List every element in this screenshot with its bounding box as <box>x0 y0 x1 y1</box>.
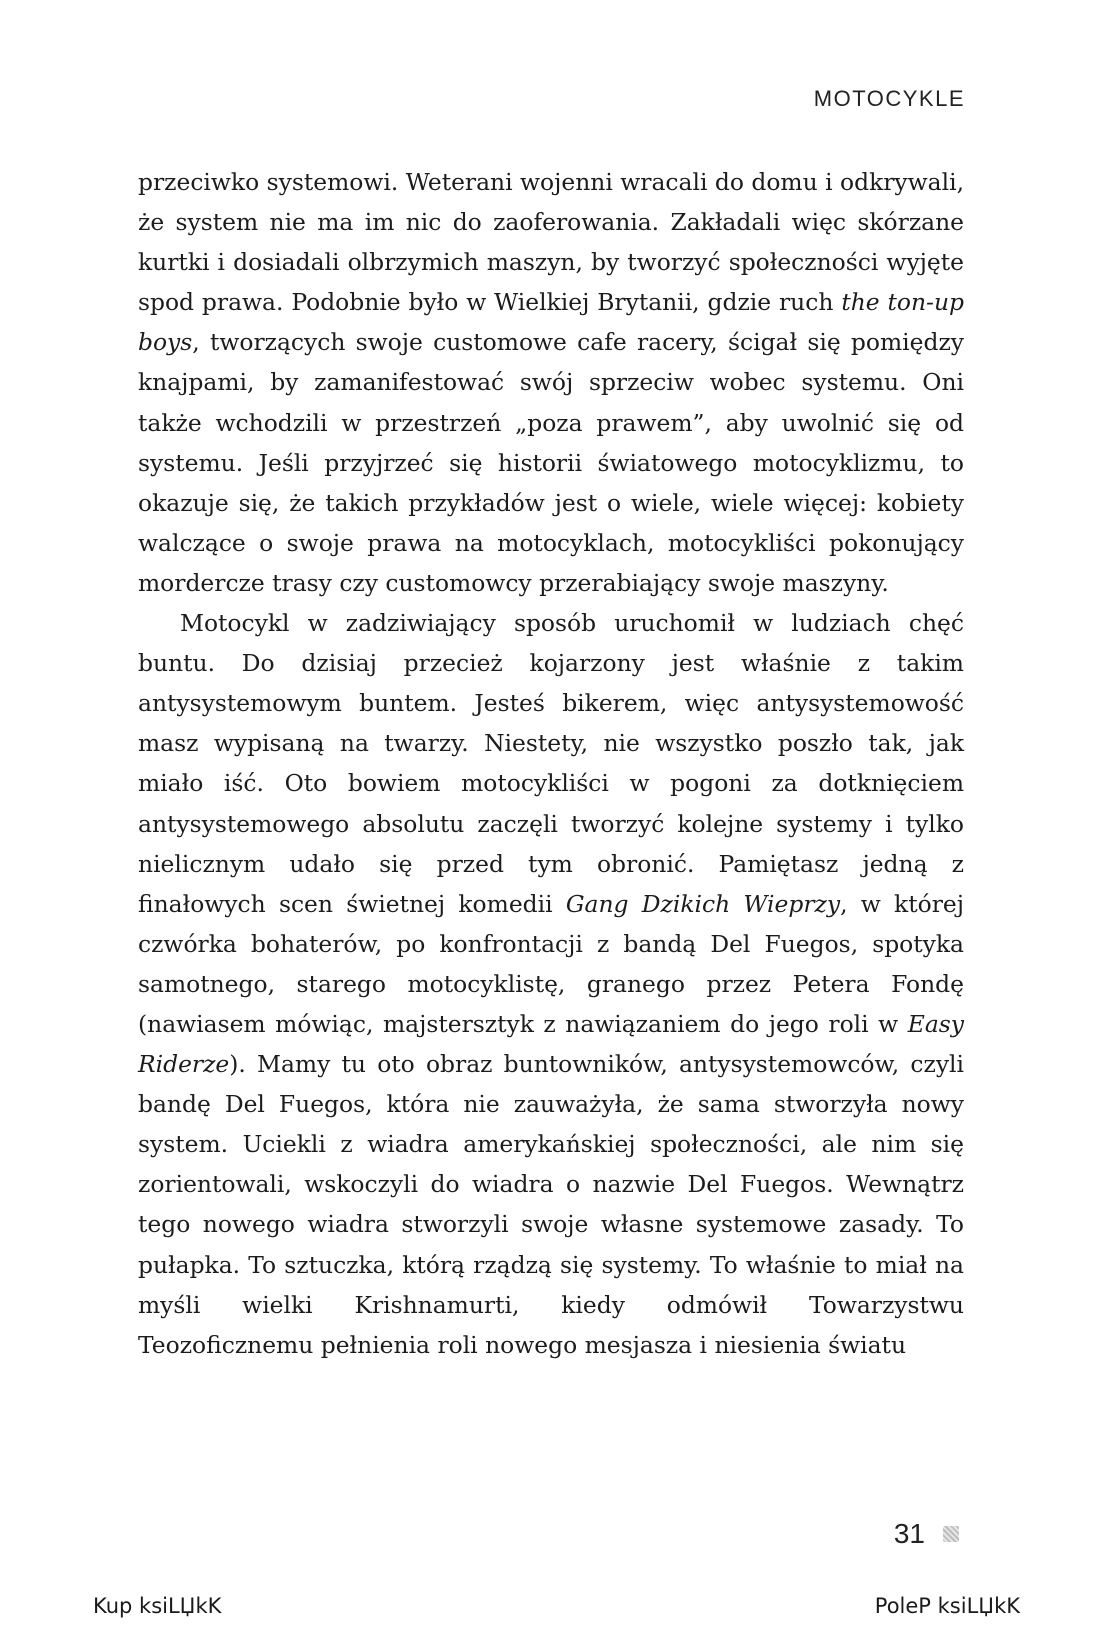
body-text <box>138 162 964 1365</box>
paragraph-2-text-3: ). Mamy tu oto obraz buntowników, antysystemowców, czyli bandę Del Fuegos, która nie zauważyła, że sama stworzyła nowy system. Uciekli z wiadra amerykańskiej społeczności, ale nim się zorientowali, wskoczyli do wiadra o nazwie Del Fuegos. Wewnątrz tego nowego wiadra stworzyli swoje własne systemowe zasady. To pułapka. To sztuczka, którą rządzą się systemy. To właśnie to miał na myśli wielki Krishnamurti, kiedy odmówił Towarzystwu Teozoficznemu pełnienia roli nowego mesjasza i niesienia światu <box>138 1050 964 1359</box>
buy-book-link[interactable]: Kup ksiLЏkK <box>93 1594 222 1618</box>
paragraph-2-text-1: Motocykl w zadziwiający sposób uruchomił w ludziach chęć buntu. Do dzisiaj przecież kojarzony jest właśnie z takim antysystemowym buntem. Jesteś bikerem, więc antysystemowość masz wypisaną na twarzy. Niestety, nie wszystko poszło tak, jak miało iść. Oto bowiem motocykliści w pogoni za dotknięciem antysystemowego absolutu zaczęli tworzyć kolejne systemy i tylko nielicznym udało się przed tym obronić. Pamiętasz jedną z finałowych scen świetnej komedii <box>138 609 964 918</box>
italic-title-ton-up-boys: the ton-up boys <box>138 288 964 357</box>
italic-title-easy-riderze: Easy Riderze <box>138 1009 964 1079</box>
recommend-book-link[interactable]: PoleP ksiLЏkK <box>874 1594 1020 1618</box>
paragraph-1 <box>138 162 964 603</box>
italic-title-gang-dzikich-wieprzy: Gang Dzikich Wieprzy <box>565 889 841 918</box>
paragraph-1-text-2: , tworzących swoje customowe cafe racery, ścigał się pomiędzy knajpami, by zamanifestować swój sprzeciw wobec systemu. Oni także wchodzili w przestrzeń „poza prawem”, aby uwolnić się od systemu. Jeśli przyjrzeć się historii światowego motocyklizmu, to okazuje się, że takich przykładów jest o wiele, wiele więcej: kobiety walczące o swoje prawa na motocyklach, motocykliści pokonujący mordercze trasy czy customowcy przerabiający swoje maszyny. <box>138 328 964 597</box>
page-corner-mark-icon <box>943 1526 959 1542</box>
paragraph-1-text-1: przeciwko systemowi. Weterani wojenni wracali do domu i odkrywali, że system nie ma im nic do zaoferowania. Zakładali więc skórzane kurtki i dosiadali olbrzymich maszyn, by tworzyć społeczności wyjęte spod prawa. Podobnie było w Wielkiej Brytanii, gdzie ruch <box>138 168 965 317</box>
paragraph-2-text-2: , w której czwórka bohaterów, po konfrontacji z bandą Del Fuegos, spotyka samotnego, starego motocyklistę, granego przez Petera Fondę (nawiasem mówiąc, majstersztyk z nawiązaniem do jego roli w <box>138 889 964 1038</box>
running-header: MOTOCYKLE <box>813 86 965 111</box>
page-number: 31 <box>893 1518 925 1549</box>
paragraph-2 <box>138 603 964 1365</box>
